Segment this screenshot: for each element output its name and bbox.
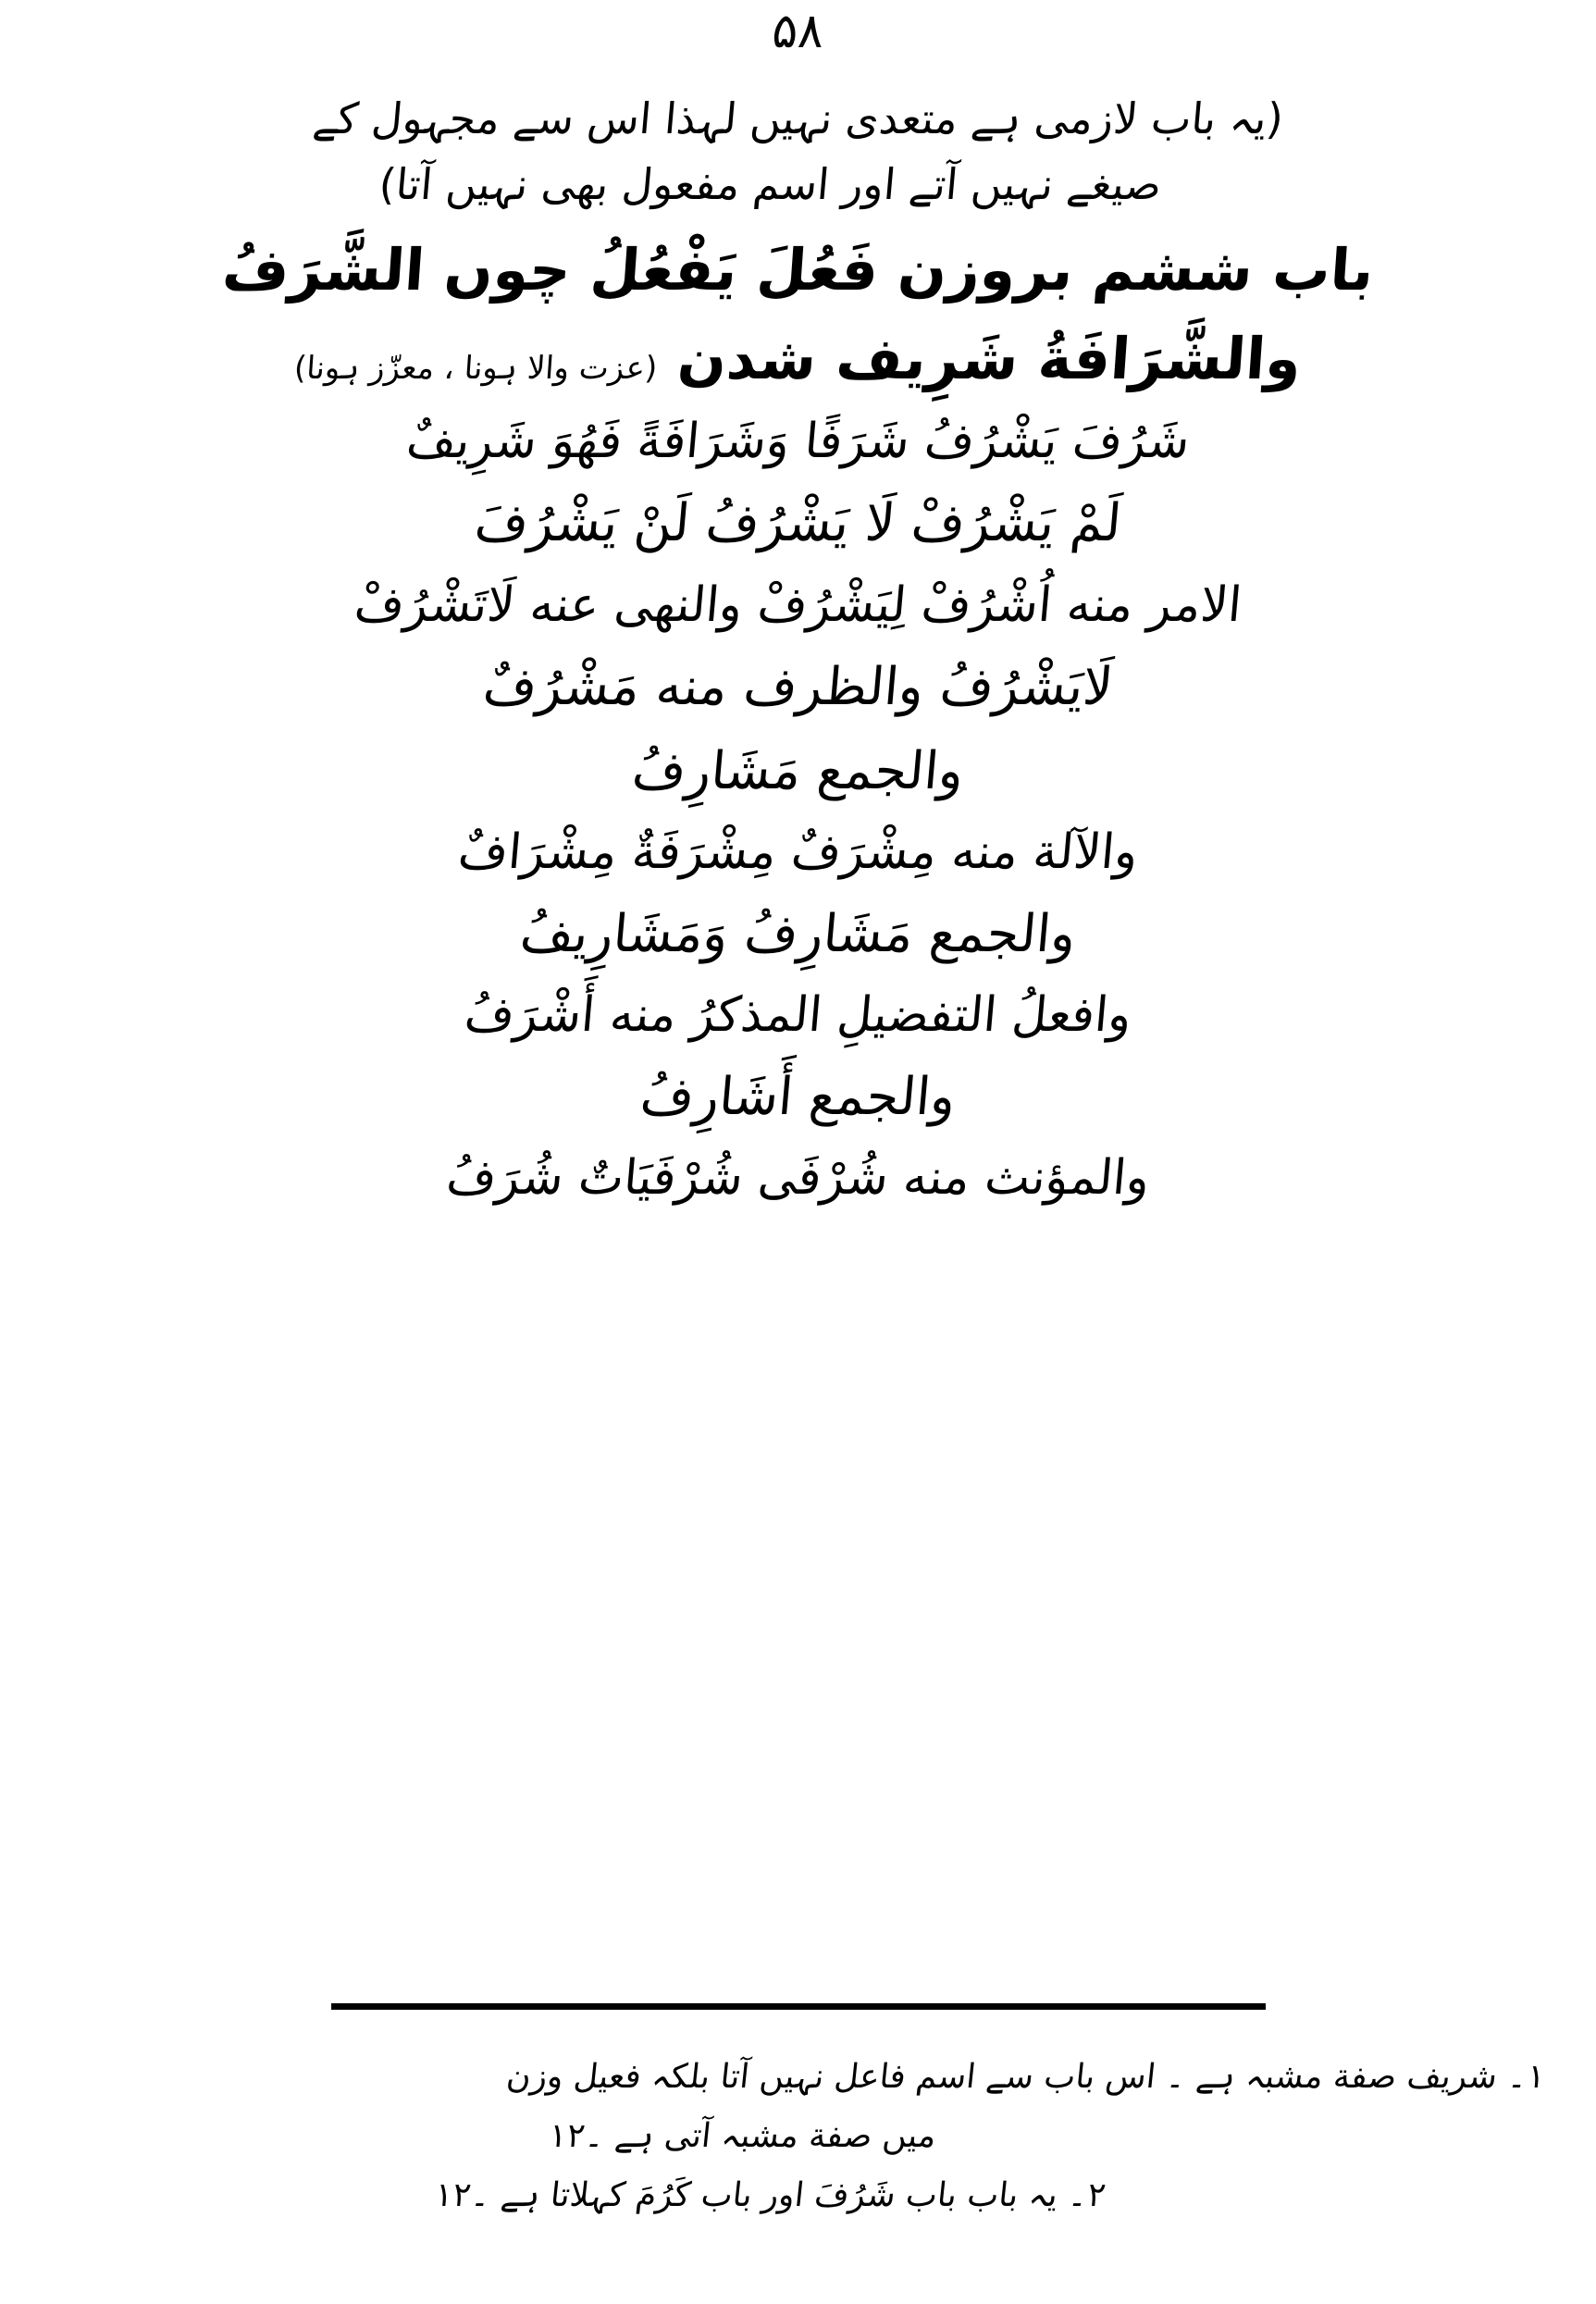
conjugation-line: شَرُفَ يَشْرُفُ شَرَفًا وَشَرَافَةً فَهُوَ شَرِيفٌ — [403, 414, 1193, 470]
footnote-line: میں صفة مشبہ آتی ہے ۔۱۲ — [547, 2117, 938, 2155]
conjugation-line: والجمع مَشَارِفُ وَمَشَارِيفُ — [517, 903, 1079, 964]
conjugation-line: والمؤنث منه شُرْفَى شُرْفَيَاتٌ شُرَفُ — [444, 1150, 1152, 1207]
footnote-line: ۲۔ یہ باب باب شَرُفَ اور باب کَرُمَ کہلاتا ہے ۔۱۲ — [433, 2176, 1108, 2214]
conjugation-line: لَمْ يَشْرُفْ لَا يَشْرُفُ لَنْ يَشْرُفَ — [472, 493, 1124, 554]
footnotes-block — [51, 2052, 1548, 2230]
page-body — [56, 89, 1540, 1220]
page-number: ۵۸ — [770, 4, 826, 59]
footnote-divider — [331, 2003, 1266, 2010]
chapter-heading-block — [56, 229, 1540, 401]
chapter-heading-gloss: (عزت والا ہونا ، معزّز ہونا) — [292, 349, 659, 387]
conjugation-line: والجمع مَشَارِفُ — [629, 740, 967, 801]
chapter-heading-line-2 — [53, 317, 1543, 401]
intro-note-line: (یہ باب لازمی ہے متعدی نہیں لہذا اس سے مجہول کے — [310, 93, 1286, 143]
conjugation-line: والآلة منه مِشْرَفٌ مِشْرَفَةٌ مِشْرَافٌ — [455, 824, 1141, 880]
conjugation-line: وافعلُ التفضيلِ المذكرُ منه أَشْرَفُ — [462, 986, 1134, 1043]
conjugation-line: والجمع أَشَارِفُ — [637, 1066, 959, 1127]
intro-note-block — [56, 89, 1540, 216]
conjugation-line: لَايَشْرُفُ والظرف منه مَشْرُفٌ — [480, 656, 1116, 717]
conjugation-line: الامر منه اُشْرُفْ لِيَشْرُفْ والنهى عنه لَاتَشْرُفْ — [352, 576, 1244, 633]
chapter-heading-main: والشَّرَافَةُ شَرِيف شدن — [675, 324, 1304, 392]
footnote-line: ۱۔ شریف صفة مشبہ ہے ۔ اس باب سے اسم فاعل نہیں آتا بلکہ فعیل وزن — [504, 2058, 1548, 2096]
conjugation-block — [56, 405, 1540, 1215]
chapter-heading-line-1: باب ششم بروزن فَعُلَ يَفْعُلُ چوں الشَّرَفُ — [220, 235, 1377, 303]
intro-note-line: صیغے نہیں آتے اور اسم مفعول بھی نہیں آتا) — [377, 159, 1164, 210]
